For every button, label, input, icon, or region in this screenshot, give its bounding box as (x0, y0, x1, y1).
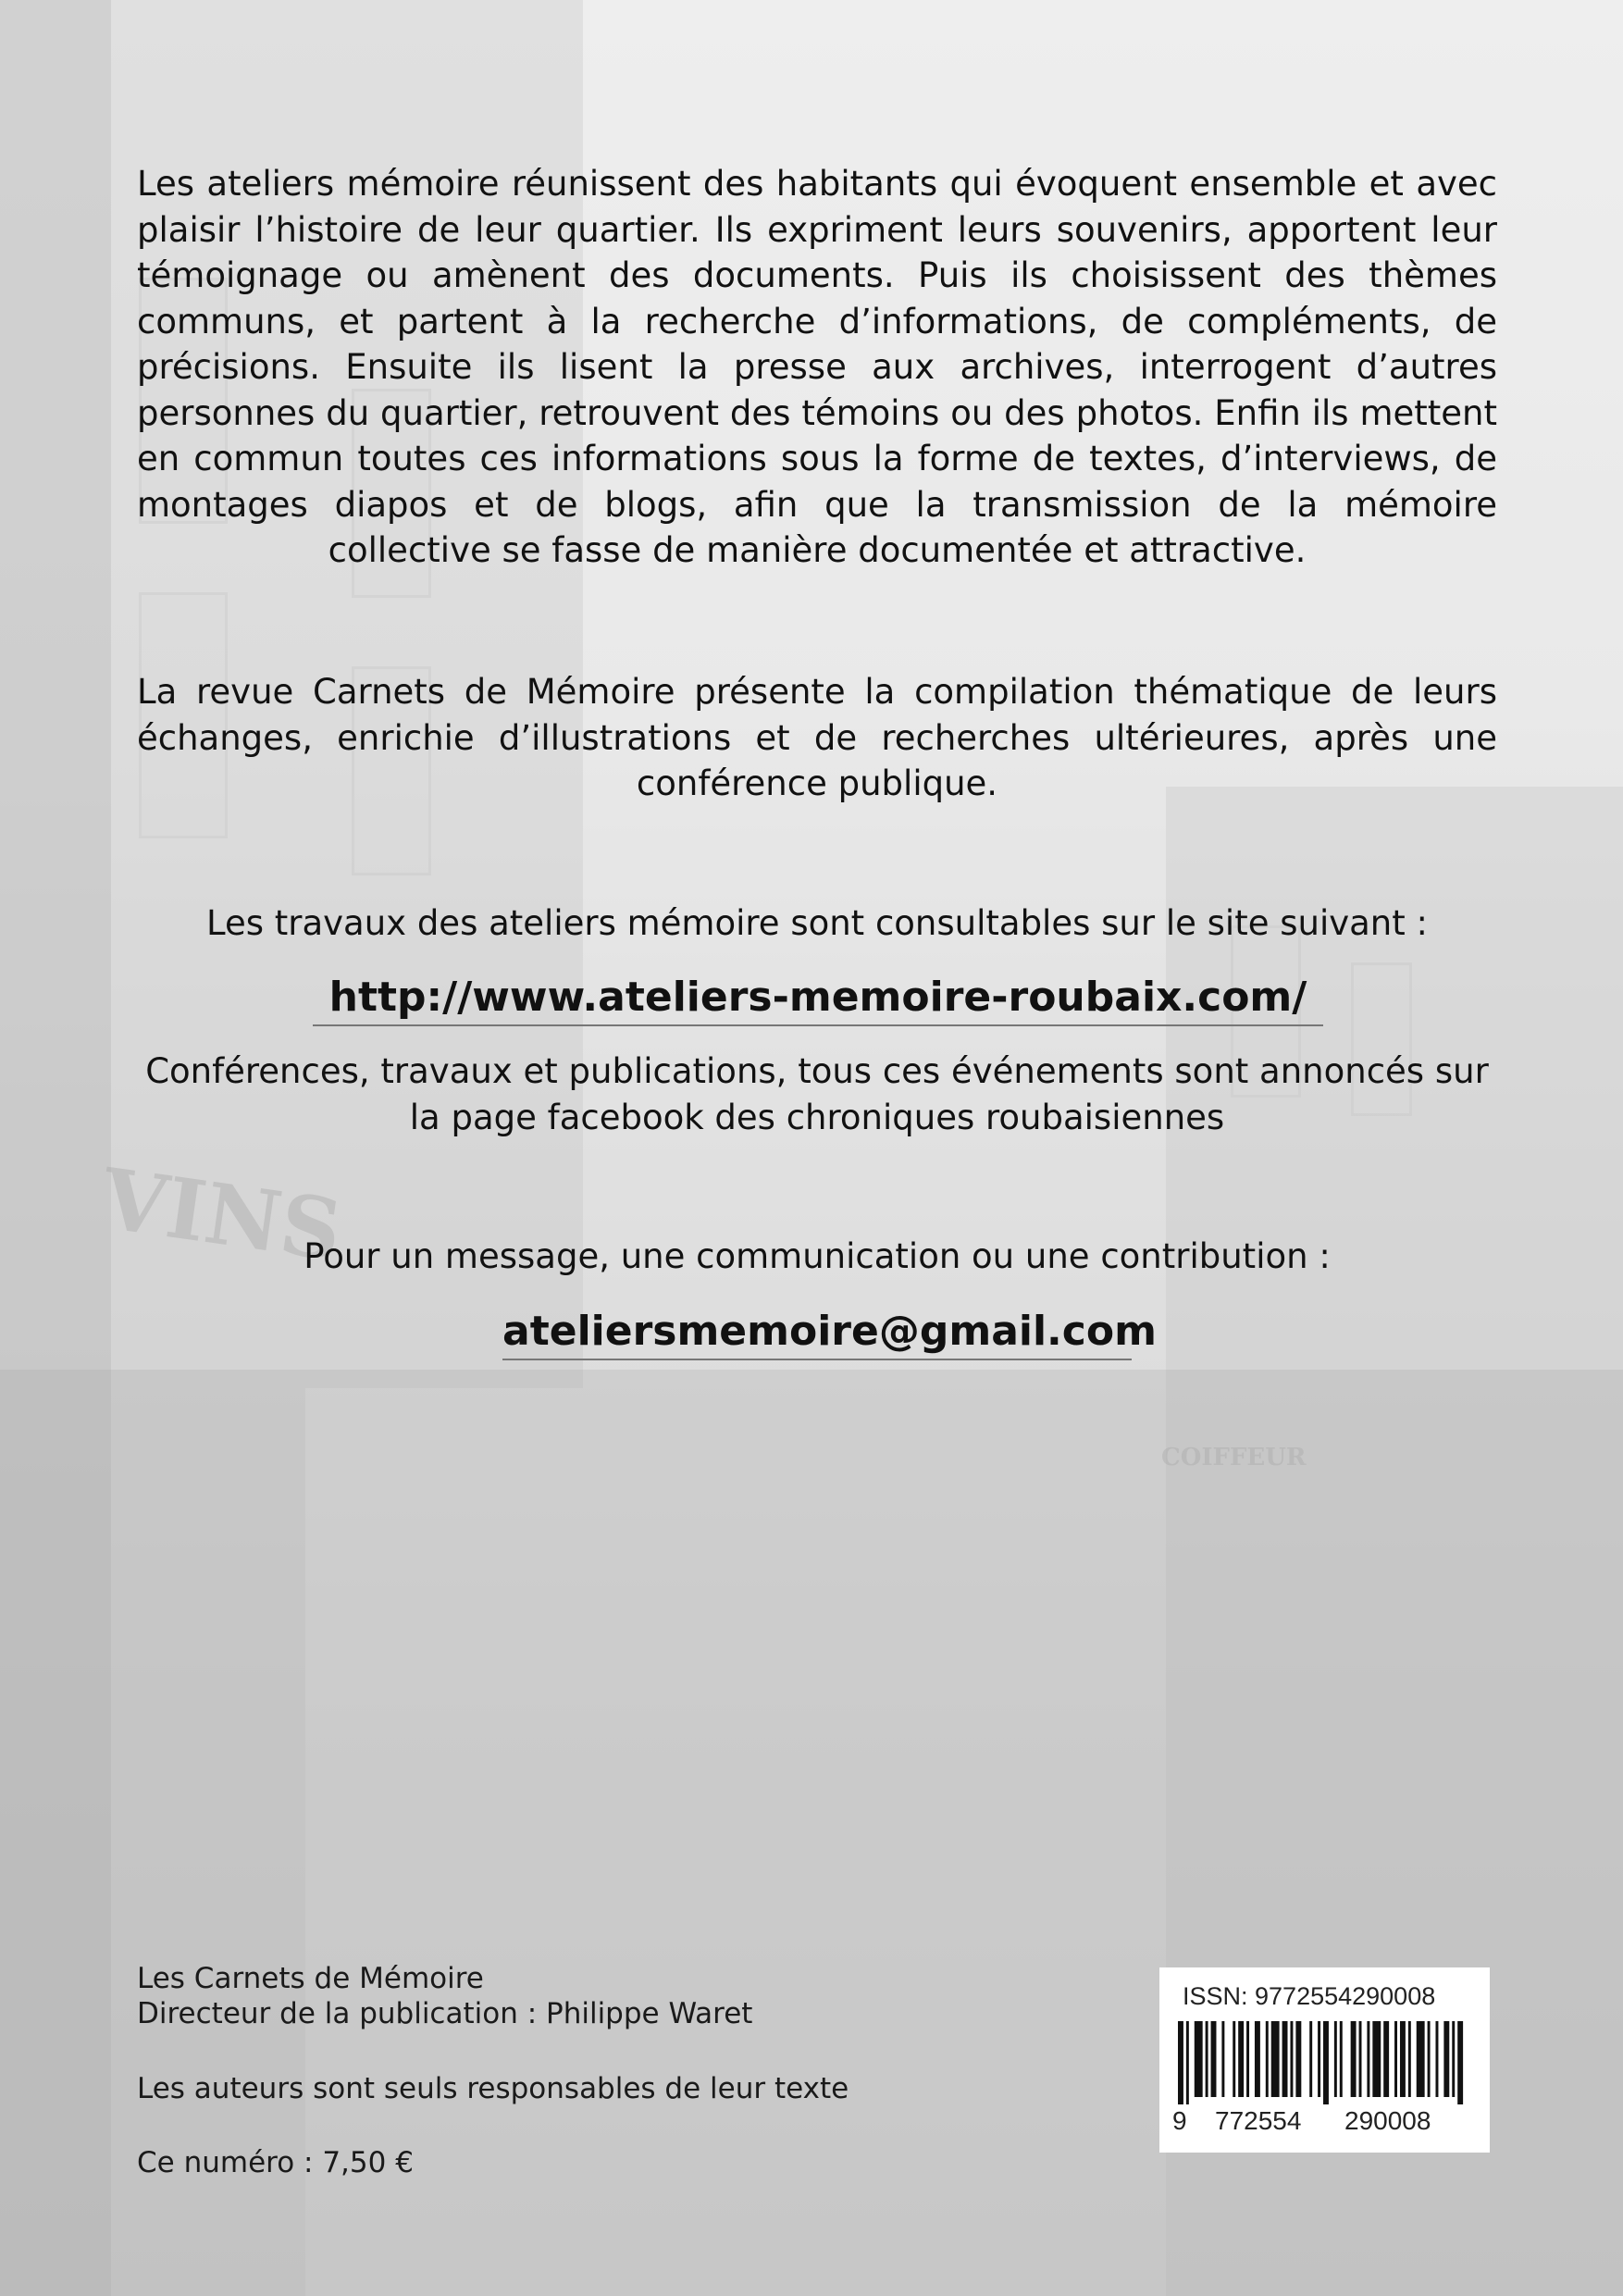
barcode-bar (1195, 2021, 1203, 2097)
barcode-bar (1351, 2021, 1357, 2097)
publication-director: Directeur de la publication : Philippe Waret (137, 1997, 753, 2030)
barcode-bar (1238, 2021, 1244, 2097)
barcode-bar (1290, 2021, 1293, 2097)
barcode-bars (1178, 2021, 1471, 2104)
barcode-bar (1452, 2021, 1455, 2097)
barcode-bar (1394, 2021, 1397, 2097)
contact-email-link[interactable]: ateliersmemoire@gmail.com (502, 1308, 1132, 1360)
contact-intro-text: Pour un message, une communication ou une contribution : (304, 1236, 1331, 1276)
issn-barcode (1159, 1967, 1490, 2153)
barcode-bar (1233, 2021, 1235, 2097)
barcode-bar (1178, 2021, 1183, 2104)
barcode-bar (1383, 2021, 1389, 2097)
barcode-bar (1340, 2021, 1343, 2097)
barcode-bar (1309, 2021, 1312, 2097)
vins-sign: VINS (95, 1149, 348, 1281)
barcode-bar (1400, 2021, 1406, 2097)
coiffeur-sign: COIFFEUR (1161, 1444, 1307, 1471)
barcode-bar (1408, 2021, 1411, 2097)
barcode-bar (1255, 2021, 1260, 2097)
barcode-bar (1417, 2021, 1425, 2097)
barcode-bar (1246, 2021, 1249, 2097)
publication-name: Les Carnets de Mémoire (137, 1962, 484, 1995)
barcode-right-digits: 290008 (1344, 2106, 1431, 2135)
website-link[interactable]: http://www.ateliers-memoire-roubaix.com/ (313, 974, 1323, 1026)
issue-price: Ce numéro : 7,50 € (137, 2146, 414, 2179)
barcode-bar (1323, 2021, 1329, 2104)
barcode-bar (1206, 2021, 1208, 2097)
barcode-bar (1318, 2021, 1320, 2097)
barcode-bar (1372, 2021, 1381, 2097)
authors-disclaimer: Les auteurs sont seuls responsables de leur texte (137, 2072, 849, 2105)
barcode-bar (1282, 2021, 1288, 2097)
barcode-bar (1359, 2021, 1362, 2097)
barcode-bar (1367, 2021, 1369, 2097)
barcode-bar (1295, 2021, 1301, 2097)
barcode-bar (1428, 2021, 1431, 2097)
barcode-bar (1443, 2021, 1449, 2097)
barcode-bar (1266, 2021, 1269, 2097)
revue-paragraph: La revue Carnets de Mémoire présente la compilation thématique de leurs échanges, enrichie d’illustrations et de recherches ultérieures, après une conférence publique. (137, 672, 1497, 803)
barcode-bar (1334, 2021, 1337, 2097)
issn-label: ISSN: 9772554290008 (1183, 1982, 1436, 2010)
barcode-bar (1186, 2021, 1189, 2104)
barcode-bar (1271, 2021, 1280, 2097)
barcode-left-digits: 772554 (1215, 2106, 1302, 2135)
intro-paragraph: Les ateliers mémoire réunissent des habitants qui évoquent ensemble et avec plaisir l’histoire de leur quartier. Ils expriment leurs souvenirs, apportent leur témoignage ou amènent des documents. Puis ils choisissent des thèmes communs, et partent à la recherche d’informations, de compléments, de précisions. Ensuite ils lisent la presse aux archives, interrogent d’autres personnes du quartier, retrouvent des témoins ou des photos. Enfin ils mettent en commun toutes ces informations sous la forme de textes, d’interviews, de montages diapos et de blogs, afin que la transmission de la mémoire collective se fasse de manière documentée et attractive. (137, 164, 1497, 570)
barcode-bar (1221, 2021, 1224, 2097)
barcode-first-digit: 9 (1172, 2106, 1187, 2135)
barcode-bar (1435, 2021, 1438, 2097)
barcode-bar (1457, 2021, 1463, 2104)
site-intro-text: Les travaux des ateliers mémoire sont consultables sur le site suivant : (205, 903, 1428, 943)
announce-paragraph: Conférences, travaux et publications, tous ces événements sont annoncés sur la page facebook des chroniques roubaisiennes (145, 1051, 1489, 1137)
barcode-bar (1211, 2021, 1217, 2097)
